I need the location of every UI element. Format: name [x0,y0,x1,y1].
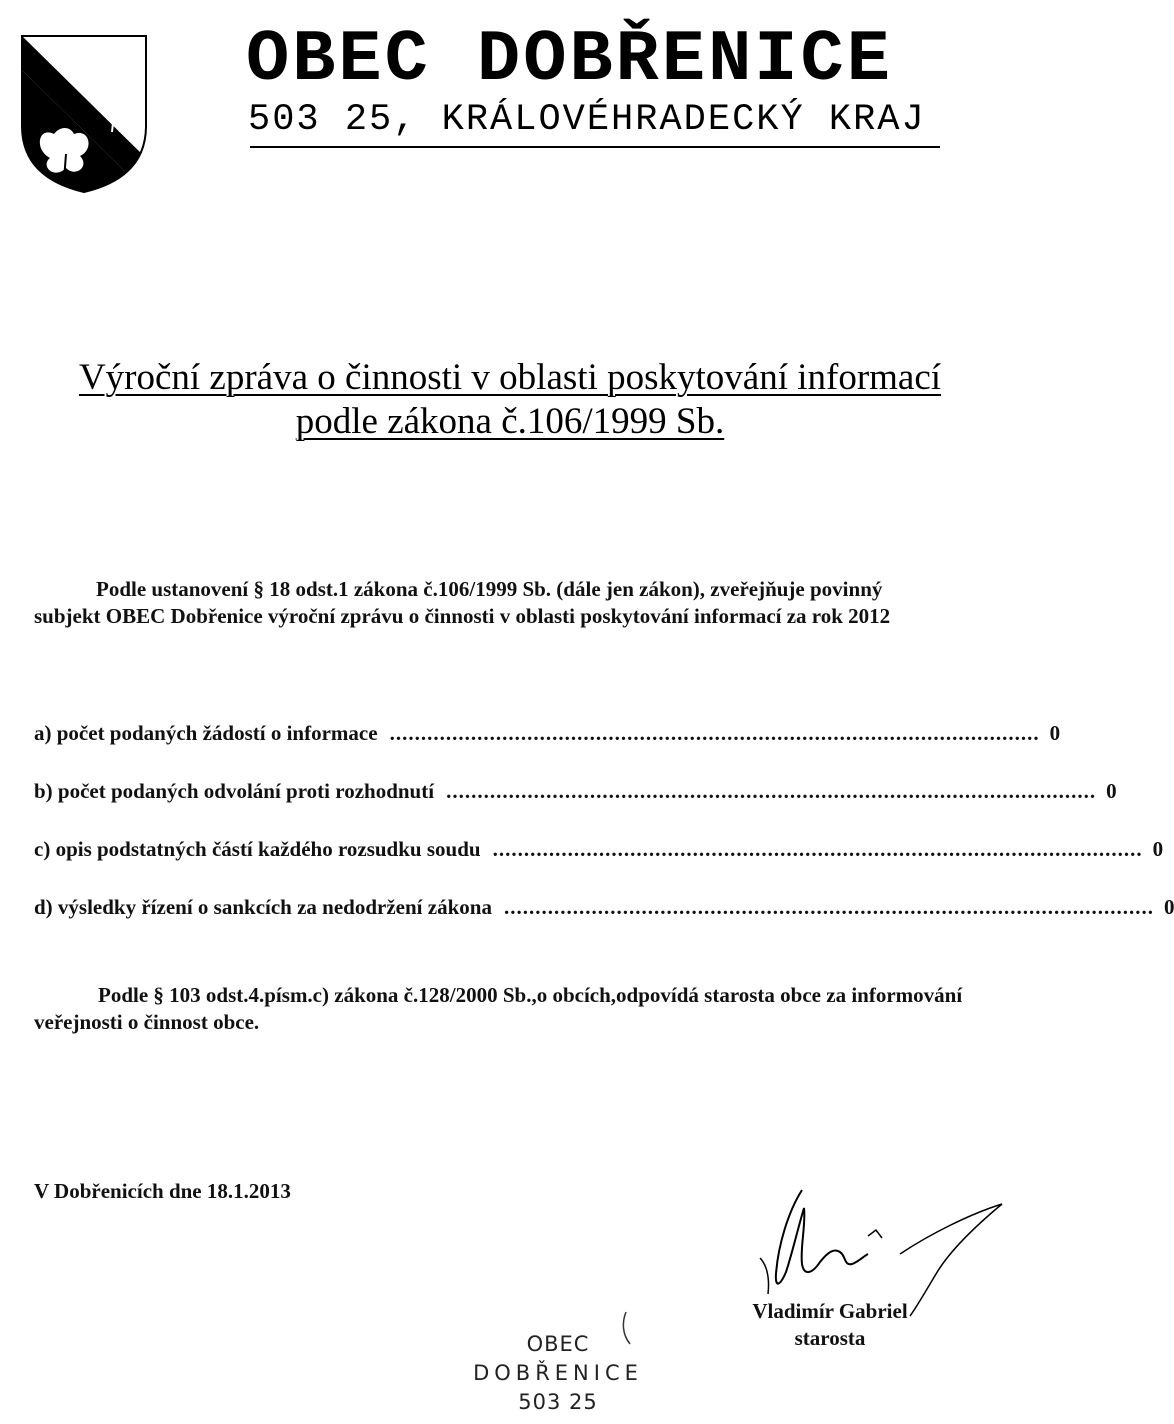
report-title [40,356,980,444]
stamp-line-3: 503 25 [518,1390,598,1414]
item-value: 0 [1106,779,1117,803]
report-title-line-1: Výroční zpráva o činnosti v oblasti poskytování informací [78,357,942,398]
item-label: a) počet podaných žádostí o informace [34,721,378,745]
place-date: V Dobřenicích dne 18.1.2013 [34,1179,291,1203]
item-value: 0 [1163,895,1174,919]
item-value: 0 [1049,721,1061,745]
item-label: b) počet podaných odvolání proti rozhodnutí [34,779,435,803]
closing-paragraph: Podle § 103 odst.4.písm.c) zákona č.128/2000 Sb.,o obcích,odpovídá starosta obce za informování veřejnosti o činnost obce. [34,983,963,1034]
signer-name: Vladimír Gabriel [752,1299,908,1323]
signer-role: starosta [794,1326,866,1350]
item-label: c) opis podstatných částí každého rozsudku soudu [34,837,481,861]
municipal-stamp [448,1330,668,1417]
intro-paragraph: Podle ustanovení § 18 odst.1 zákona č.106/1999 Sb. (dále jen zákon), zveřejňuje povinný subjekt OBEC Dobřenice výroční zprávu o činnosti v oblasti poskytování informací za rok 2012 [34,577,891,628]
list-item [34,894,1174,921]
header-divider [250,146,940,148]
list-item [34,720,1061,747]
item-label: d) výsledky řízení o sankcích za nedodržení zákona [34,895,492,919]
dot-leader: ........................................................................................................ [446,779,1097,803]
list-item [34,778,1117,805]
list-item [34,836,1164,863]
dot-leader: ........................................................................................................ [503,895,1154,919]
dot-leader: ........................................................................................................ [389,721,1040,745]
signer-block [730,1298,930,1352]
report-title-line-2: podle zákona č.106/1999 Sb. [295,401,725,442]
stamp-line-1: OBEC [526,1332,590,1356]
coat-of-arms-icon [20,34,148,194]
municipality-address: 503 25, KRÁLOVÉHRADECKÝ KRAJ [248,99,926,141]
item-value: 0 [1152,837,1164,861]
municipality-name: OBEC DOBŘENICE [246,19,893,101]
dot-leader: ........................................................................................................ [492,837,1143,861]
stamp-line-2: DOBŘENICE [473,1361,643,1385]
